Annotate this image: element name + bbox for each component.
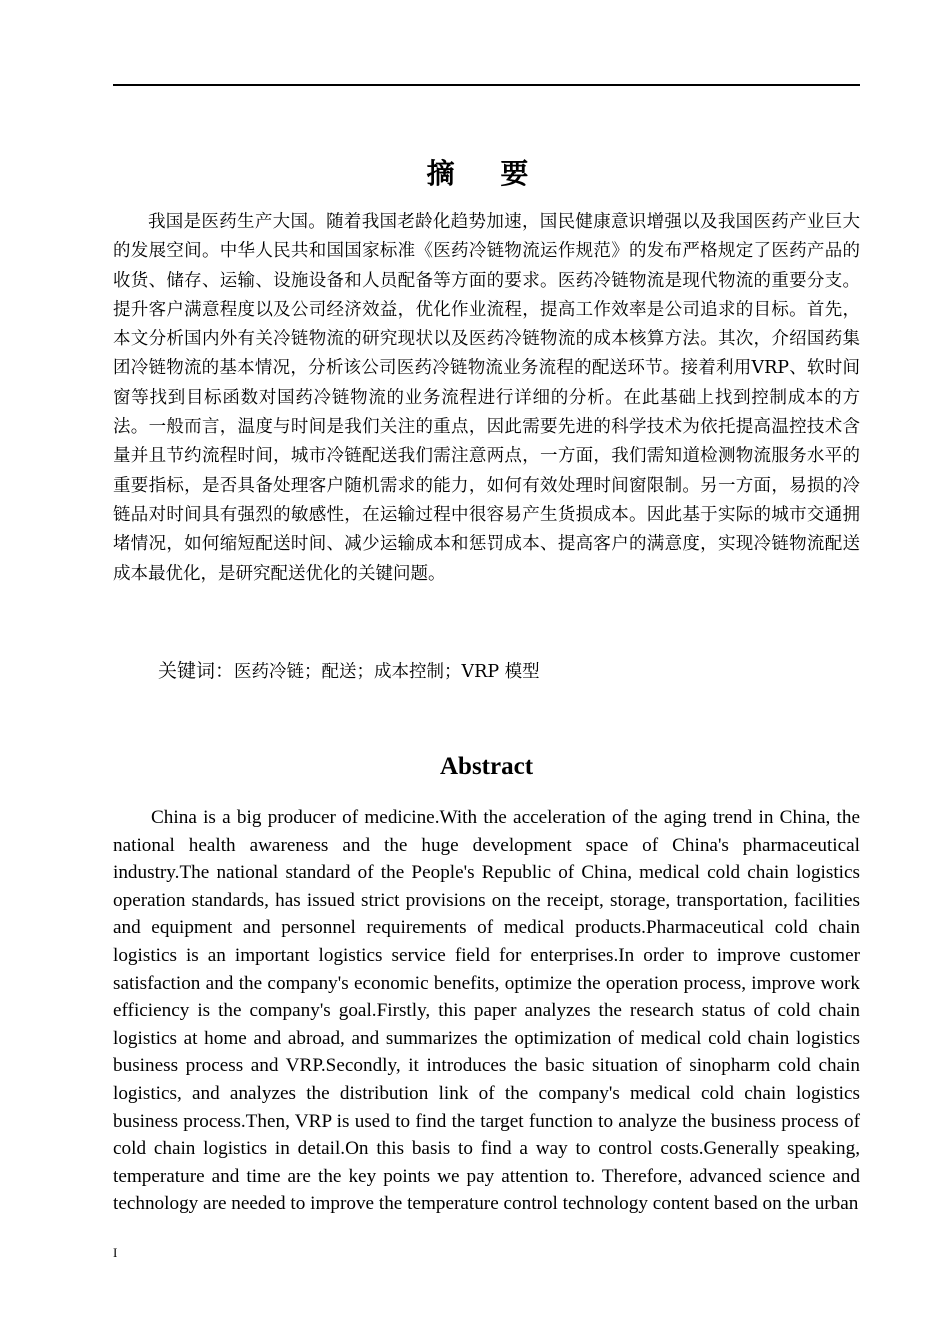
page-number: I: [113, 1245, 118, 1260]
chinese-abstract-title: 摘 要: [426, 157, 547, 190]
english-abstract-body: China is a big producer of medicine.With the acceleration of the aging trend in China, the national health awareness and the huge development space of China's pharmaceutical industry.The national standard of the People's Republic of China, medical cold chain logistics operation standards, has issued strict provisions on the receipt, storage, transportation, facilities and equipment and personnel requirements of medical products.Pharmaceutical cold chain logistics is an important logistics service field for enterprises.In order to improve customer satisfaction and the company's economic benefits, optimize the operation process, improve work efficiency is the company's goal.Firstly, this paper analyzes the research status of cold chain logistics at home and abroad, and summarizes the optimization of medical cold chain logistics business process and VRP.Secondly, it introduces the basic situation of sinopharm cold chain logistics, and analyzes the distribution link of the company's medical cold chain logistics business process.Then, VRP is used to find the target function to analyze the business process of cold chain logistics in detail.On this basis to find a way to control costs.Generally speaking, temperature and time are the key points we pay attention to. Therefore, advanced science and technology are needed to improve the temperature control technology content based on the urban: [113, 807, 860, 1215]
chinese-abstract-body: 我国是医药生产大国。随着我国老龄化趋势加速，国民健康意识增强以及我国医药产业巨大的发展空间。中华人民共和国国家标准《医药冷链物流运作规范》的发布严格规定了医药产品的收货、储存、运输、设施设备和人员配备等方面的要求。医药冷链物流是现代物流的重要分支。提升客户满意程度以及公司经济效益，优化作业流程，提高工作效率是公司追求的目标。首先，本文分析国内外有关冷链物流的研究现状以及医药冷链物流的成本核算方法。其次，介绍国药集团冷链物流的基本情况，分析该公司医药冷链物流业务流程的配送环节。接着利用VRP、软时间窗等找到目标函数对国药冷链物流的业务流程进行详细的分析。在此基础上找到控制成本的方法。一般而言，温度与时间是我们关注的重点，因此需要先进的科学技术为依托提高温控技术含量并且节约流程时间，城市冷链配送我们需注意两点，一方面，我们需知道检测物流服务水平的重要指标，是否具备处理客户随机需求的能力，如何有效处理时间窗限制。另一方面，易损的冷链品对时间具有强烈的敏感性，在运输过程中很容易产生货损成本。因此基于实际的城市交通拥堵情况，如何缩短配送时间、减少运输成本和惩罚成本、提高客户的满意度，实现冷链物流配送成本最优化，是研究配送优化的关键问题。: [113, 212, 860, 584]
keywords-line: [158, 658, 858, 685]
keywords-label: 关键词：: [158, 660, 235, 682]
header-rule: [113, 84, 860, 86]
keywords-value: 医药冷链；配送；成本控制；VRP 模型: [234, 662, 540, 682]
english-abstract-title: Abstract: [439, 753, 534, 780]
